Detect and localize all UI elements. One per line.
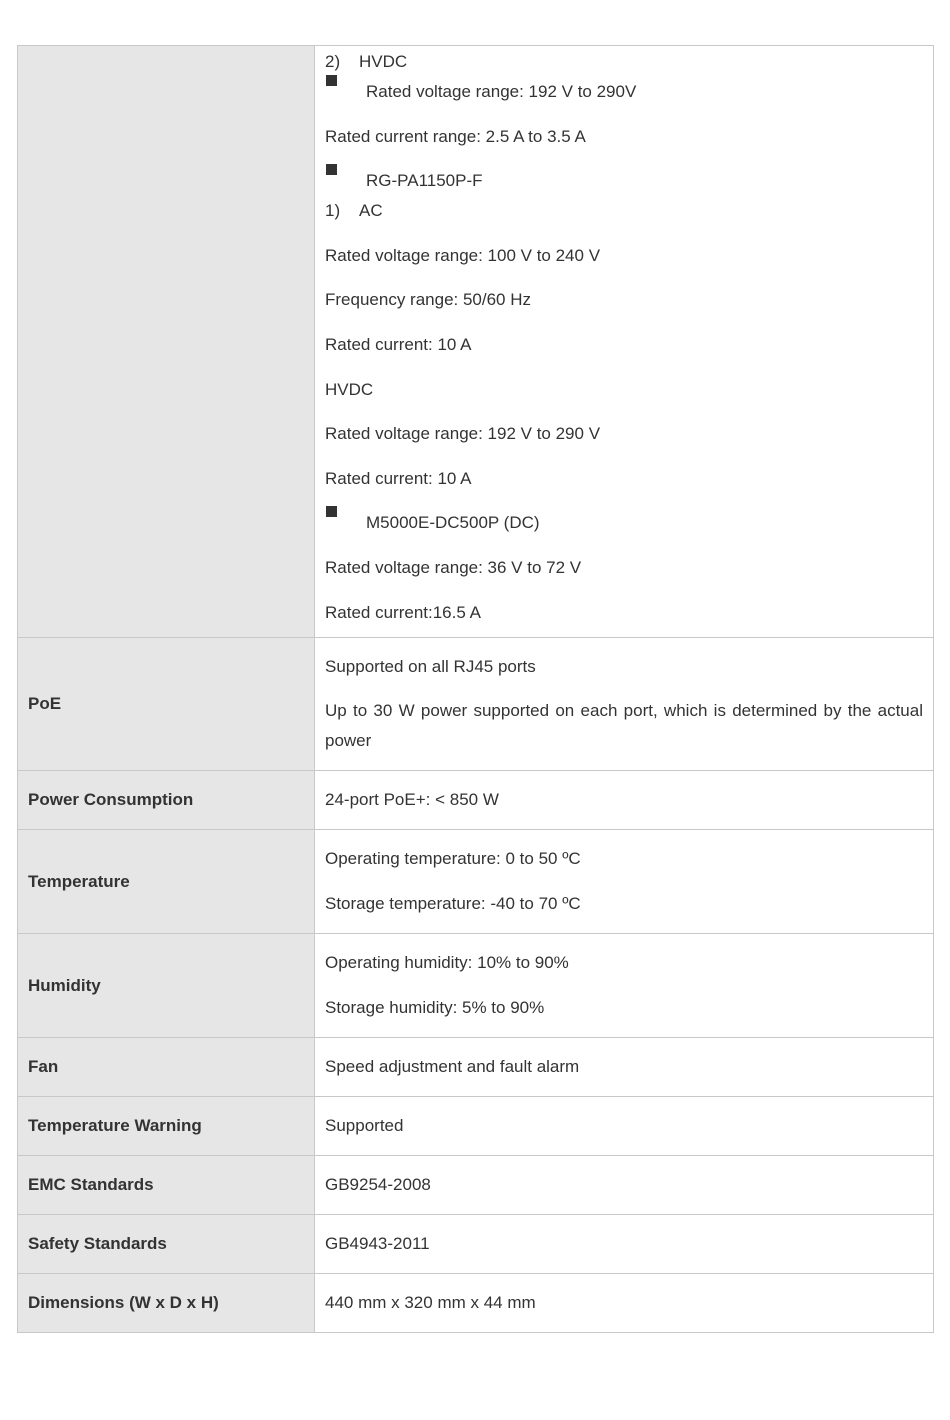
dimensions-label: Dimensions (W x D x H): [18, 1274, 315, 1333]
poe-label: PoE: [18, 638, 315, 771]
bullet-square-icon: [326, 75, 337, 86]
poe-line-1: Supported on all RJ45 ports: [325, 656, 536, 676]
power-consumption-value: 24-port PoE+: < 850 W: [315, 771, 934, 830]
fan-value: Speed adjustment and fault alarm: [315, 1038, 934, 1097]
humidity-value: [315, 934, 934, 1038]
power-consumption-row: [18, 771, 934, 830]
emc-standards-value: GB9254-2008: [315, 1156, 934, 1215]
specifications-table: [17, 45, 934, 1333]
ac-frequency: Frequency range: 50/60 Hz: [325, 290, 532, 310]
power-consumption-label: Power Consumption: [18, 771, 315, 830]
hvdc2-heading: HVDC: [325, 379, 374, 399]
operating-humidity: Operating humidity: 10% to 90%: [325, 953, 569, 973]
fan-row: [18, 1038, 934, 1097]
ac-current: Rated current: 10 A: [325, 334, 472, 354]
bullet-square-icon: [326, 164, 337, 175]
emc-standards-row: [18, 1156, 934, 1215]
temperature-row: [18, 830, 934, 934]
power-supply-value-cell: [315, 46, 934, 638]
storage-humidity: Storage humidity: 5% to 90%: [325, 997, 545, 1017]
temperature-warning-value: Supported: [315, 1097, 934, 1156]
hvdc-current: Rated current range: 2.5 A to 3.5 A: [325, 126, 586, 146]
humidity-row: [18, 934, 934, 1038]
safety-standards-label: Safety Standards: [18, 1215, 315, 1274]
power-supply-label-cell: [18, 46, 315, 638]
poe-line-2: Up to 30 W power supported on each port, which is determined by the actual power: [325, 701, 923, 751]
dimensions-row: [18, 1274, 934, 1333]
dimensions-value: 440 mm x 320 mm x 44 mm: [315, 1274, 934, 1333]
poe-value: [315, 638, 934, 771]
model-dc500-bullet: M5000E-DC500P (DC): [325, 508, 923, 538]
temperature-warning-label: Temperature Warning: [18, 1097, 315, 1156]
ac-heading: 1) AC: [325, 201, 383, 221]
hvdc2-current: Rated current: 10 A: [325, 468, 472, 488]
bullet-square-icon: [326, 506, 337, 517]
storage-temperature: Storage temperature: -40 to 70 ºC: [325, 893, 581, 913]
operating-temperature: Operating temperature: 0 to 50 ºC: [325, 849, 581, 869]
temperature-value: [315, 830, 934, 934]
temperature-label: Temperature: [18, 830, 315, 934]
hvdc-voltage-bullet: Rated voltage range: 192 V to 290V: [325, 77, 923, 107]
hvdc-heading: 2) HVDC: [325, 52, 408, 71]
dc-current: Rated current:16.5 A: [325, 602, 481, 622]
poe-row: [18, 638, 934, 771]
safety-standards-value: GB4943-2011: [315, 1215, 934, 1274]
dc-voltage: Rated voltage range: 36 V to 72 V: [325, 557, 582, 577]
hvdc2-voltage: Rated voltage range: 192 V to 290 V: [325, 424, 601, 444]
temperature-warning-row: [18, 1097, 934, 1156]
emc-standards-label: EMC Standards: [18, 1156, 315, 1215]
model-pa1150-bullet: RG-PA1150P-F: [325, 166, 923, 196]
power-supply-continuation-row: [18, 46, 934, 638]
safety-standards-row: [18, 1215, 934, 1274]
humidity-label: Humidity: [18, 934, 315, 1038]
ac-voltage: Rated voltage range: 100 V to 240 V: [325, 245, 601, 265]
fan-label: Fan: [18, 1038, 315, 1097]
